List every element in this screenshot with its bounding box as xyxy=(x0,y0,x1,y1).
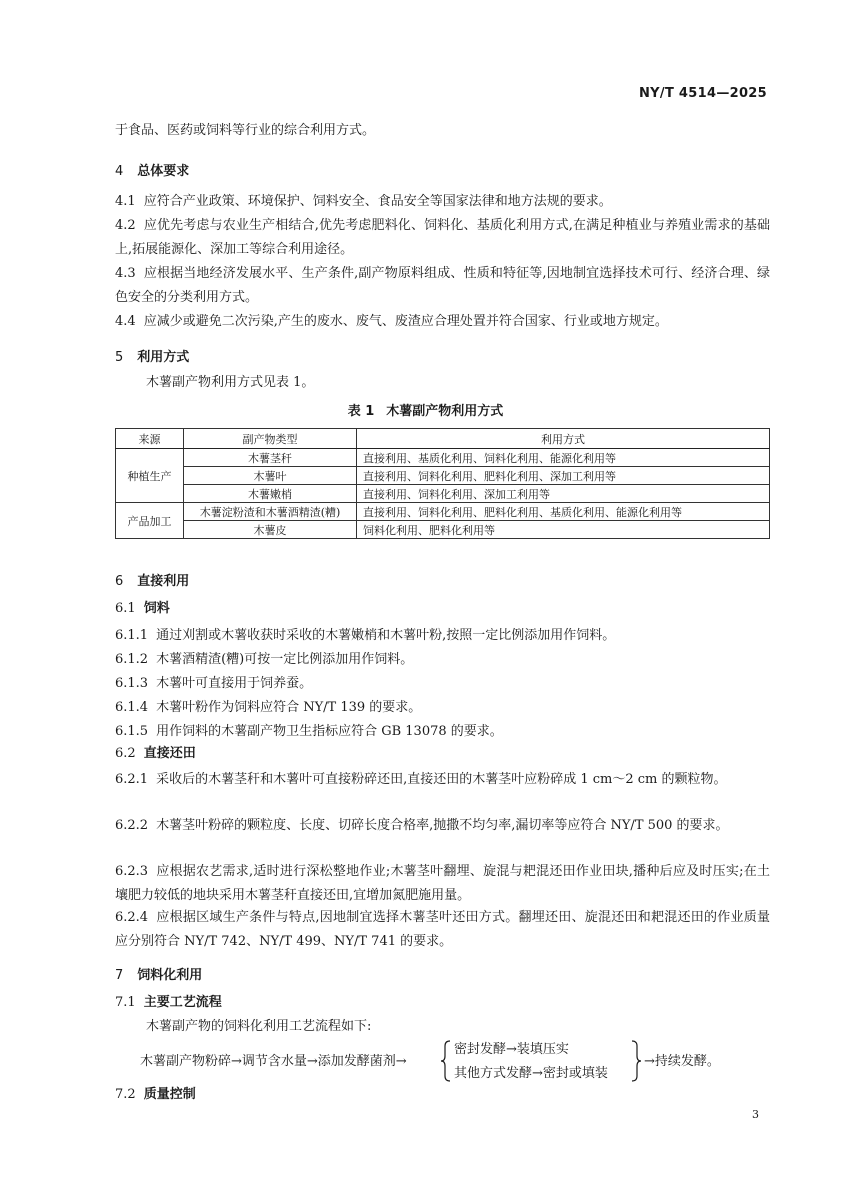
clause-6-1-5: 6.1.5 用作饲料的木薯副产物卫生指标应符合 GB 13078 的要求。 xyxy=(115,724,503,739)
section-number: 4 xyxy=(115,164,124,179)
header-source: 来源 xyxy=(116,429,184,449)
standard-code: NY/T 4514—2025 xyxy=(639,86,767,101)
source-cell: 种植生产 xyxy=(116,449,184,503)
subsection-7-2-heading: 7.2 质量控制 xyxy=(115,1087,196,1102)
clause-4-1: 4.1 应符合产业政策、环境保护、饲料安全、食品安全等国家法律和地方法规的要求。 xyxy=(115,194,612,209)
usage-cell: 直接利用、饲料化利用、肥料化利用、基质化利用、能源化利用等 xyxy=(357,503,770,521)
section-4-heading xyxy=(115,160,189,179)
section-5-heading: 5 利用方式 xyxy=(115,350,190,365)
section-6-heading: 6 直接利用 xyxy=(115,574,190,589)
type-cell: 木薯皮 xyxy=(184,521,357,539)
left-brace-icon xyxy=(440,1040,452,1082)
subsection-7-1-heading: 7.1 主要工艺流程 xyxy=(115,995,222,1010)
table-row xyxy=(116,467,770,485)
section-title: 总体要求 xyxy=(137,164,190,179)
flow-start: 木薯副产物粉碎→调节含水量→添加发酵菌剂→ xyxy=(140,1054,407,1069)
clause-6-2-4: 6.2.4 应根据区域生产条件与特点,因地制宜选择木薯茎叶还田方式。翻埋还田、旋混还田和耙混还田的作业质量应分别符合 NY/T 742、NY/T 499、NY/T 741 的要求。 xyxy=(115,910,770,949)
usage-cell: 饲料化利用、肥料化利用等 xyxy=(357,521,770,539)
table-reference: 木薯副产物利用方式见表 1。 xyxy=(146,375,315,390)
type-cell: 木薯淀粉渣和木薯酒精渣(糟) xyxy=(184,503,357,521)
intro-continuation: 于食品、医药或饲料等行业的综合利用方式。 xyxy=(115,123,376,138)
type-cell: 木薯茎秆 xyxy=(184,449,357,467)
clause-6-1-2: 6.1.2 木薯酒精渣(糟)可按一定比例添加用作饲料。 xyxy=(115,652,414,667)
table-row xyxy=(116,521,770,539)
flow-branch-1: 密封发酵→装填压实 xyxy=(454,1042,569,1057)
type-cell: 木薯嫩梢 xyxy=(184,485,357,503)
clause-4-3: 4.3 应根据当地经济发展水平、生产条件,副产物原料组成、性质和特征等,因地制宜选择技术可行、经济合理、绿色安全的分类利用方式。 xyxy=(115,266,770,305)
header-type: 副产物类型 xyxy=(184,429,357,449)
header-usage: 利用方式 xyxy=(357,429,770,449)
clause-6-2-2: 6.2.2 木薯茎叶粉碎的颗粒度、长度、切碎长度合格率,抛撒不均匀率,漏切率等应符合 NY/T 500 的要求。 xyxy=(115,818,729,833)
table-caption: 表 1 木薯副产物利用方式 xyxy=(347,404,504,419)
right-brace-icon xyxy=(630,1040,642,1082)
process-flow xyxy=(140,1038,760,1084)
usage-cell: 直接利用、基质化利用、饲料化利用、能源化利用等 xyxy=(357,449,770,467)
subsection-6-2-heading: 6.2 直接还田 xyxy=(115,746,196,761)
section-7-heading: 7 饲料化利用 xyxy=(115,968,203,983)
source-cell: 产品加工 xyxy=(116,503,184,539)
subsection-6-1-heading: 6.1 饲料 xyxy=(115,601,170,616)
clause-6-1-4: 6.1.4 木薯叶粉作为饲料应符合 NY/T 139 的要求。 xyxy=(115,700,422,715)
byproduct-usage-table xyxy=(115,428,770,539)
page-number: 3 xyxy=(752,1108,759,1121)
clause-4-4: 4.4 应减少或避免二次污染,产生的废水、废气、废渣应合理处置并符合国家、行业或地方规定。 xyxy=(115,314,668,329)
table-row xyxy=(116,485,770,503)
table-row xyxy=(116,503,770,521)
clause-4-2: 4.2 应优先考虑与农业生产相结合,优先考虑肥料化、饲料化、基质化利用方式,在满足种植业与养殖业需求的基础上,拓展能源化、深加工等综合利用途径。 xyxy=(115,218,770,257)
flow-branch-2: 其他方式发酵→密封或填装 xyxy=(454,1066,608,1081)
table-header-row xyxy=(116,429,770,449)
type-cell: 木薯叶 xyxy=(184,467,357,485)
usage-cell: 直接利用、饲料化利用、肥料化利用、深加工利用等 xyxy=(357,467,770,485)
usage-cell: 直接利用、饲料化利用、深加工利用等 xyxy=(357,485,770,503)
flow-end: →持续发酵。 xyxy=(644,1054,720,1069)
clause-6-1-3: 6.1.3 木薯叶可直接用于饲养蚕。 xyxy=(115,676,313,691)
table-row xyxy=(116,449,770,467)
clause-6-2-3: 6.2.3 应根据农艺需求,适时进行深松整地作业;木薯茎叶翻埋、旋混与耙混还田作业田块,播种后应及时压实;在土壤肥力较低的地块采用木薯茎秆直接还田,宜增加氮肥施用量。 xyxy=(115,864,770,903)
clause-6-2-1: 6.2.1 采收后的木薯茎秆和木薯叶可直接粉碎还田,直接还田的木薯茎叶应粉碎成 1 cm～2 cm 的颗粒物。 xyxy=(115,772,727,787)
clause-6-1-1: 6.1.1 通过刈割或木薯收获时采收的木薯嫩梢和木薯叶粉,按照一定比例添加用作饲料。 xyxy=(115,628,616,643)
flow-intro: 木薯副产物的饲料化利用工艺流程如下: xyxy=(146,1019,372,1034)
